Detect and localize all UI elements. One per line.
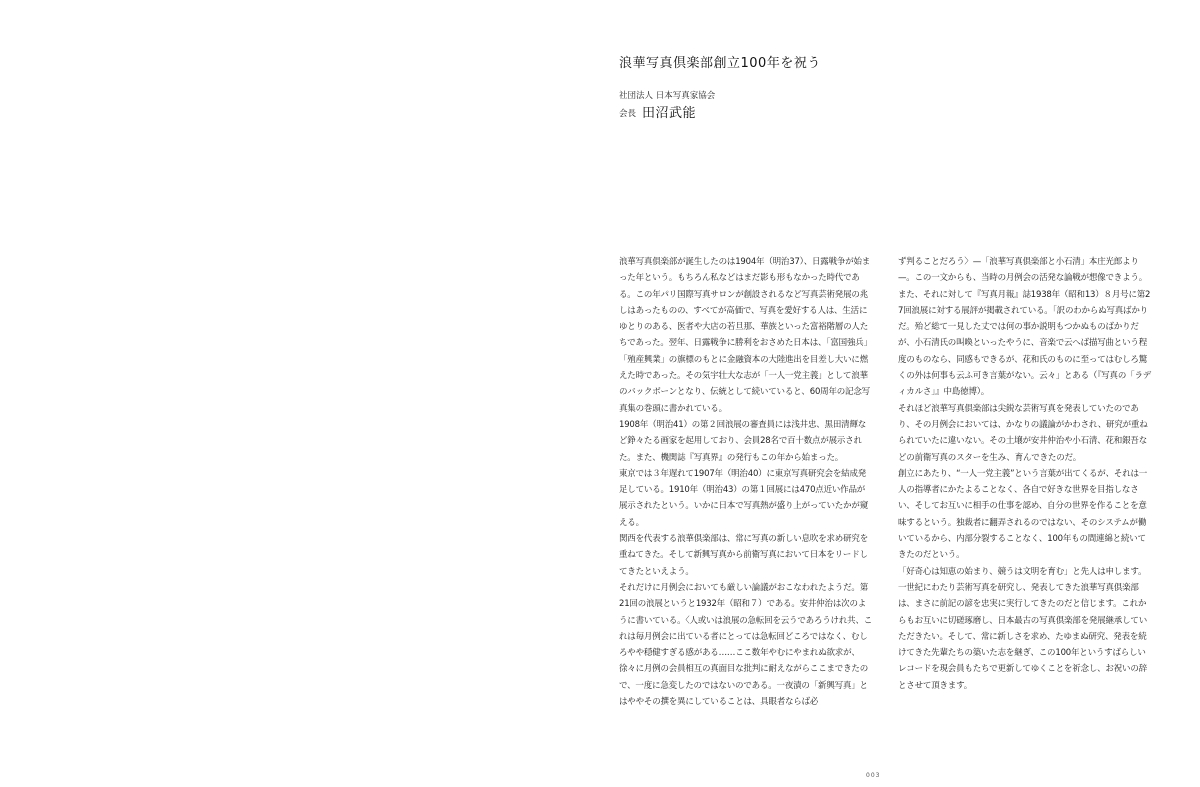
body-column-right [898,254,1152,694]
paragraph: また、それに対して『写真月報』誌1938年（昭和13）８月号に第27回浪展に対する展評が掲載されている。「訳のわからぬ写真ばかりだ。殆ど総て一見した丈では何の事か説明もつかぬものばかりだが、小石清氏の叫喚といったやうに、音楽で云へば描写曲という程度のものなら、同感もできるが、花和氏のものに至ってはむしろ驚くの外は何事も云ふ可き言葉がない。云々」とある（『写真の「ラディカルさ」』中島徳博）。 [898,289,1152,398]
author-role: 会長 [619,109,637,119]
paragraph: 「好奇心は知恵の始まり、競うは文明を育む」と先人は申します。一世紀にわたり芸術写真を研究し、発表してきた浪華写真倶楽部は、まさに前記の諺を忠実に実行してきたのだと信じます。これからもお互いに切磋琢磨し、日本最古の写真倶楽部を発展継承していただきたい。そして、常に新しさを求め、たゆまぬ研究、発表を続けてきた先輩たちの築いた志を継ぎ、この100年というすばらしいレコードを現会員もたちで更新してゆくことを祈念し、お祝いの辞とさせて頂きます。 [898,566,1148,691]
author-organization: 社団法人 日本写真家協会 [619,91,716,101]
paragraph: 東京では３年遅れて1907年（明治40）に東京写真研究会を結成発足している。1910年（明治43）の第１回展には470点近い作品が展示されたという。いかに日本で写真熱が盛り上がっていたかが窺える。 [619,468,869,528]
author-line [619,102,696,121]
paragraph: 浪華写真倶楽部が誕生したのは1904年（明治37）、日露戦争が始まった年という。もちろん私などはまだ影も形もなかった時代である。この年パリ国際写真サロンが創設されるなど写真芸術発展の兆しはあったものの、すべてが高価で、写真を愛好する人は、生活にゆとりのある、医者や大店の若旦那、華族といった富裕階層の人たちであった。翌年、日露戦争に勝利をおさめた日本は、「富国強兵」「殖産興業」の旗標のもとに金融資本の大陸進出を目差し大いに燃えた時であった。その気宇壮大な志が「一人一党主義」として浪華のバックボーンとなり、伝統として続いていると、60周年の記念写真集の巻頭に書かれている。 [619,257,872,414]
paragraph: ず判ることだろう〉—「浪華写真倶楽部と小石清」本庄光郎より—。この一文からも、当時の月例会の活発な論戦が想像できよう。 [898,257,1148,284]
body-column-left [619,254,873,710]
paragraph: 創立にあたり、“一人一党主義”という言葉が出てくるが、それは一人の指導者にかたよることなく、各自で好きな世界を目指しなさい、そしてお互いに相手の仕事を認め、自分の世界を作ることを意味するという。独裁者に翻弄されるのではない、そのシステムが働いているから、内部分裂することなく、100年もの間連綿と続いてきたのだという。 [898,468,1148,561]
paragraph: 1908年（明治41）の第２回浪展の審査員には浅井忠、黒田清輝など錚々たる画家を起用しており、会員28名で百十数点が展示された。また、機関誌『写真界』の発行もこの年から始まった。 [619,419,867,463]
paragraph: それだけに月例会においても厳しい論議がおこなわれたようだ。第21回の浪展というと1932年（昭和７）である。安井仲治は次のように書いている。〈人或いは浪展の急転回を云うであろうけれ共、これは毎月例会に出ている者にとっては急転回どころではなく、むしろやや穏健すぎる感がある……ここ数年やむにやまれぬ欲求が、徐々に月例の会員相互の真面目な批判に耐えながらここまできたので、一度に急変したのではないのである。一夜漬の「新興写真」とはややその撰を異にしていることは、具眼者ならば必 [619,582,873,708]
page-title: 浪華写真倶楽部創立100年を祝う [619,56,821,71]
author-name: 田沼武能 [642,106,697,121]
paragraph: それほど浪華写真倶楽部は尖鋭な芸術写真を発表していたのであり、その月例会においては、かなりの議論がかわされ、研究が重ねられていたに違いない。その土壌が安井仲治や小石清、花和銀吾などの前衛写真のスターを生み、育んできたのだ。 [898,403,1148,463]
page-number: 003 [866,772,881,779]
paragraph: 関西を代表する浪華倶楽部は、常に写真の新しい息吹を求め研究を重ねてきた。そして新興写真から前衛写真において日本をリードしてきたといえよう。 [619,534,869,577]
